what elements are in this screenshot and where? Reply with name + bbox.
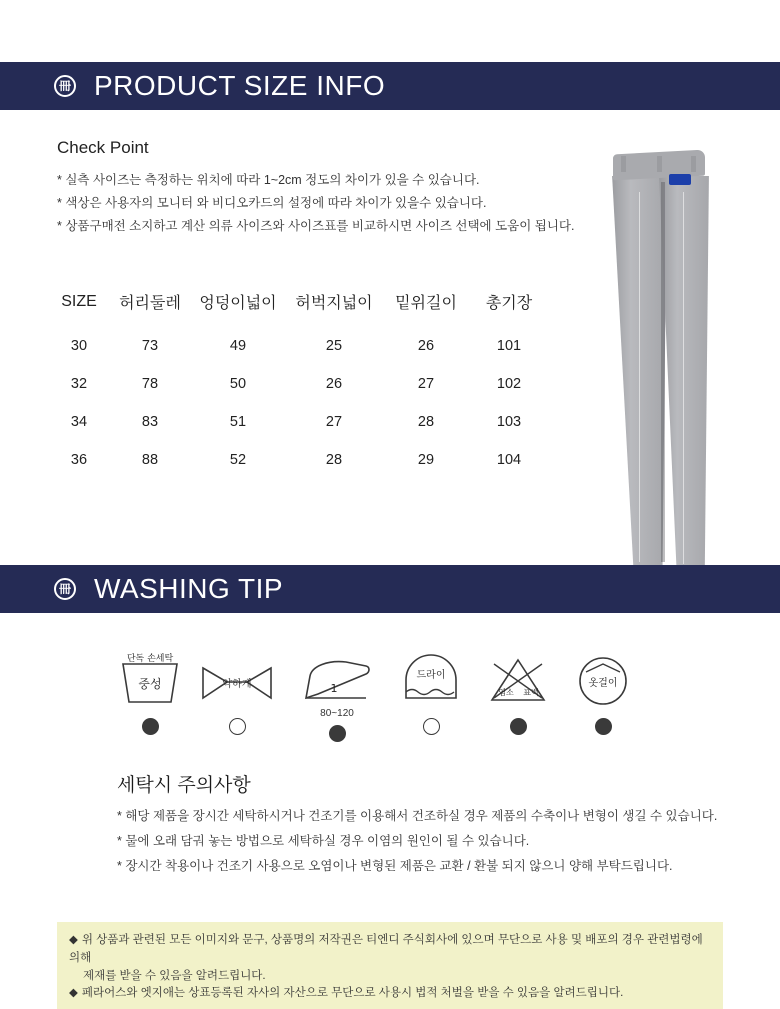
cell-rise: 27 (417, 376, 435, 392)
cell-size: 30 (70, 338, 88, 354)
wash-symbol-gentle-wring (196, 650, 278, 735)
brand-tag (669, 174, 691, 185)
size-note-2: * 색상은 사용자의 모니터 와 비디오카드의 설정에 따라 차이가 있을수 있습니다. (57, 196, 487, 210)
size-chart-table (48, 290, 548, 479)
svg-text:1: 1 (330, 682, 338, 695)
washing-tip-header (0, 565, 780, 613)
wash-symbol-hang-dry (562, 650, 644, 735)
size-note-1: * 실측 사이즈는 측정하는 위치에 따라 1~2cm 정도의 차이가 있을 수 있습니다. (57, 173, 480, 187)
table-row (48, 403, 548, 441)
wash-dot (229, 718, 246, 735)
wash-dot (510, 718, 527, 735)
bullet-icon: ◆ (69, 987, 78, 1000)
right-leg (659, 176, 711, 572)
svg-text:단독 손세탁: 단독 손세탁 (126, 654, 174, 664)
trousers-illustration (599, 152, 717, 572)
iron-icon (296, 650, 378, 712)
size-note-3: * 상품구매전 소지하고 계산 의류 사이즈와 사이즈표를 비교하시면 사이즈 선택에 도움이 됩니다. (57, 219, 575, 233)
check-point-title: Check Point (57, 138, 149, 157)
column-header-hip: 엉덩이넓이 (199, 295, 277, 312)
center-shadow (661, 182, 665, 562)
belt-loop (691, 156, 696, 172)
cell-waist: 78 (141, 376, 159, 392)
notice-line-2 (69, 985, 711, 1003)
cell-waist: 73 (141, 338, 159, 354)
notice-line-1b: 제재를 받을 수 있음을 알려드립니다. (83, 969, 266, 982)
cell-thigh: 28 (325, 452, 343, 468)
cell-hip: 49 (229, 338, 247, 354)
right-crease (683, 192, 684, 564)
cell-hip: 50 (229, 376, 247, 392)
product-size-info-header (0, 62, 780, 110)
column-header-rise: 밑위길이 (395, 295, 457, 312)
column-header-size: SIZE (61, 292, 97, 310)
cell-rise: 26 (417, 338, 435, 354)
cell-hip: 51 (229, 414, 247, 430)
cell-size: 34 (70, 414, 88, 430)
wash-dot (423, 718, 440, 735)
notice-line-1 (69, 932, 711, 968)
belt-loop (621, 156, 626, 172)
wash-symbol-hand-wash (109, 650, 191, 735)
wash-symbol-dry-clean (390, 650, 472, 735)
iron-temp-label: 80~120 (320, 708, 354, 719)
circle-logo-icon: 冊 (54, 75, 76, 97)
svg-text:표백: 표백 (523, 688, 539, 697)
wash-symbol-iron (296, 650, 378, 742)
washing-symbols-row (0, 650, 780, 760)
cell-rise: 29 (417, 452, 435, 468)
notice-line-2-text: 페라어스와 엣지애는 상표등록된 자사의 자산으로 무단으로 사용시 법적 처벌을 받을 수 있음을 알려드립니다. (81, 987, 624, 1000)
bullet-icon: ◆ (69, 934, 78, 946)
column-header-length: 총기장 (485, 295, 533, 312)
copyright-notice (57, 922, 723, 1009)
cell-size: 36 (70, 452, 88, 468)
washing-note-2: * 물에 오래 담궈 놓는 방법으로 세탁하실 경우 이염의 원인이 될 수 있습니다. (117, 834, 530, 848)
product-size-info-title: PRODUCT SIZE INFO (94, 70, 386, 101)
wash-dot (595, 718, 612, 735)
washing-note-3: * 장시간 착용이나 건조기 사용으로 오염이나 변형된 제품은 교환 / 환불 되지 않으니 양해 부탁드립니다. (117, 859, 673, 873)
cell-thigh: 25 (325, 338, 343, 354)
hang-dry-icon (562, 650, 644, 712)
svg-text:약하게: 약하게 (222, 679, 252, 690)
table-row (48, 327, 548, 365)
column-header-waist: 허리둘레 (119, 295, 181, 312)
wash-dot (142, 718, 159, 735)
gentle-wring-icon (196, 650, 278, 712)
wash-symbol-no-bleach (477, 650, 559, 735)
cell-length: 102 (496, 376, 522, 392)
cell-thigh: 26 (325, 376, 343, 392)
cell-waist: 83 (141, 414, 159, 430)
svg-text:옷걸이: 옷걸이 (588, 678, 618, 689)
table-header-row (48, 290, 548, 327)
belt-loop (657, 156, 662, 172)
cell-waist: 88 (141, 452, 159, 468)
notice-line-1-text: 위 상품과 관련된 모든 이미지와 문구, 상품명의 저작권은 티엔디 주식회사에 있으며 무단으로 사용 및 배포의 경우 관련법령에 의해 (69, 934, 703, 964)
table-row (48, 441, 548, 479)
cell-length: 104 (496, 452, 522, 468)
svg-text:드라이: 드라이 (416, 670, 446, 681)
wash-dot (329, 725, 346, 742)
left-crease (639, 192, 640, 562)
cell-hip: 52 (229, 452, 247, 468)
cell-size: 32 (70, 376, 88, 392)
dry-clean-icon (390, 650, 472, 712)
cell-rise: 28 (417, 414, 435, 430)
washing-notes-title: 세탁시 주의사항 (117, 775, 251, 796)
hand-wash-icon (109, 650, 191, 712)
product-photo (575, 152, 745, 582)
cell-length: 101 (496, 338, 522, 354)
circle-logo-icon: 冊 (54, 578, 76, 600)
washing-tip-title: WASHING TIP (94, 573, 284, 604)
svg-text:염소: 염소 (498, 688, 514, 697)
column-header-thigh: 허벅지넓이 (295, 295, 373, 312)
no-bleach-icon (477, 650, 559, 712)
svg-text:중성: 중성 (138, 677, 162, 691)
washing-note-1: * 해당 제품을 장시간 세탁하시거나 건조기를 이용해서 건조하실 경우 제품의 수축이나 변형이 생길 수 있습니다. (117, 809, 718, 823)
cell-thigh: 27 (325, 414, 343, 430)
table-row (48, 365, 548, 403)
cell-length: 103 (496, 414, 522, 430)
